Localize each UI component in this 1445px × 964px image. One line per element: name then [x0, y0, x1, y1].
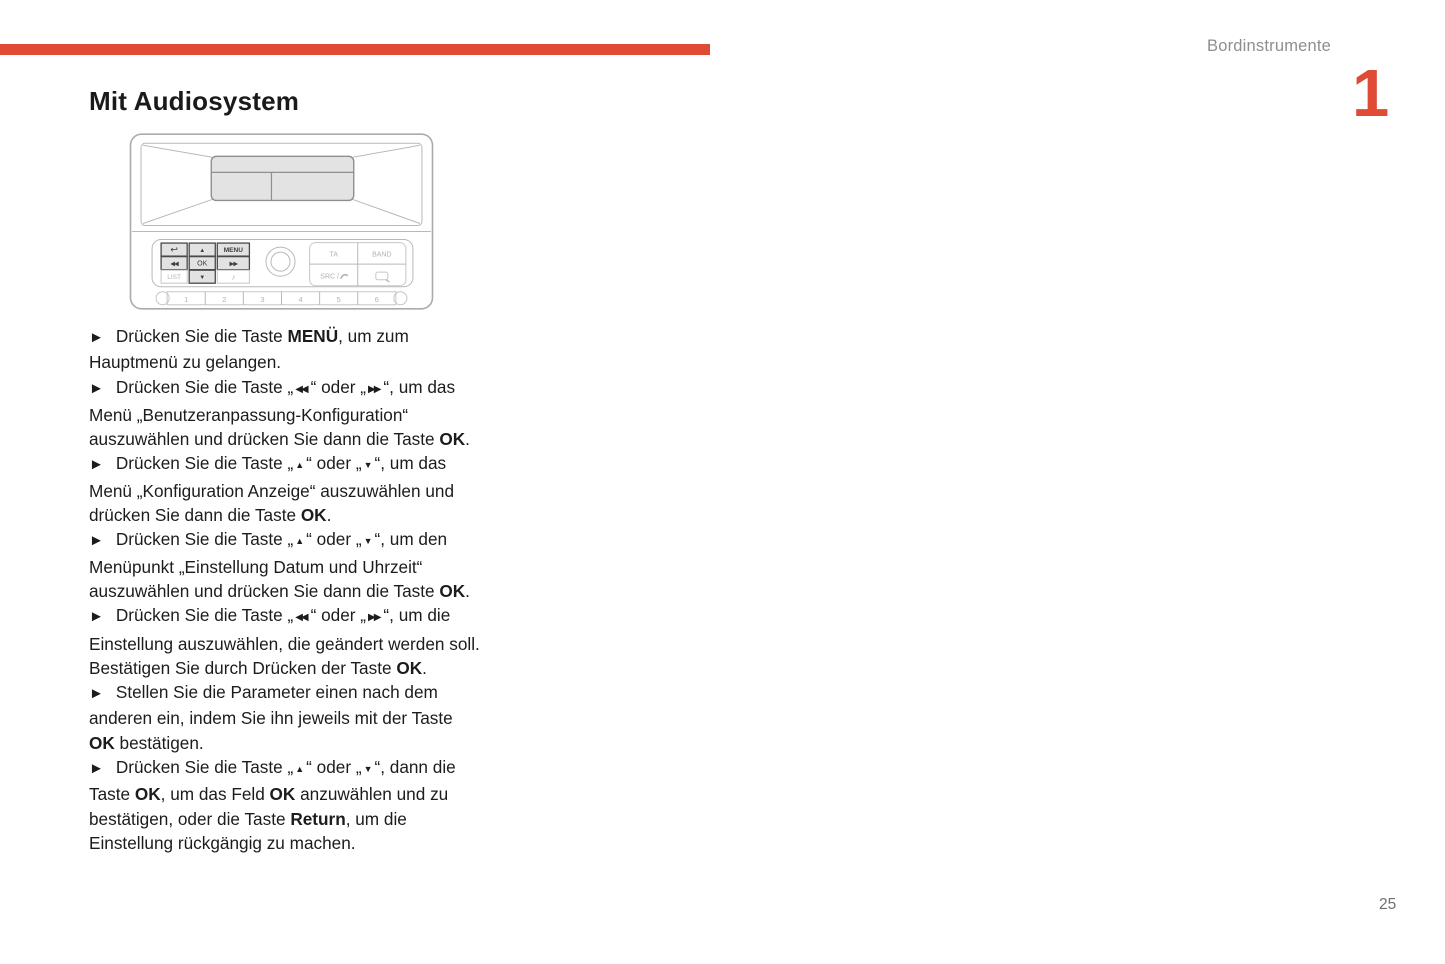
up-key-icon: ▲ — [295, 764, 305, 775]
instruction-step: ► Drücken Sie die Taste MENÜ, um zum Hauptmenü zu gelangen. — [89, 326, 409, 373]
step-bullet-icon: ► — [89, 456, 104, 474]
preset-1: 1 — [184, 294, 189, 304]
rew-key-icon: ◀◀ — [295, 612, 307, 624]
preset-3: 3 — [260, 294, 265, 304]
instruction-step: ► Drücken Sie die Taste „ ▲ “ oder „ ▼ “, um das Menü „Konfiguration Anzeige“ auszuwählen und drücken Sie dann die Taste OK. — [89, 453, 454, 526]
key-name-bold: OK — [300, 505, 327, 526]
page-number: 25 — [1379, 896, 1397, 913]
ok-button-label: OK — [197, 260, 208, 268]
preset-2: 2 — [222, 294, 227, 304]
step-bullet-icon: ► — [89, 608, 104, 626]
step-bullet-icon: ► — [89, 329, 104, 346]
instruction-step: ► Drücken Sie die Taste „ ▲ “ oder „ ▼ “, um den Menüpunkt „Einstellung Datum und Uhrzeit“ auszuwählen und drücken Sie dann die Taste OK. — [89, 529, 470, 601]
key-name-bold: OK — [269, 784, 296, 805]
down-arrow-icon: ▼ — [199, 275, 206, 282]
up-arrow-icon: ▲ — [199, 248, 206, 255]
key-name-bold: OK — [439, 429, 466, 450]
down-key-icon: ▼ — [363, 460, 373, 471]
src-button-label: SRC / — [320, 273, 340, 281]
accent-bar — [0, 44, 710, 55]
preset-6: 6 — [374, 294, 379, 304]
key-name-bold: Return — [290, 808, 346, 829]
chapter-number: 1 — [1352, 56, 1390, 131]
list-button-label: LIST — [167, 274, 182, 282]
step-bullet-icon: ► — [89, 760, 104, 778]
menu-button-label: MENU — [223, 247, 243, 255]
ff-key-icon: ▶▶ — [368, 383, 380, 395]
key-name-bold: OK — [396, 657, 423, 678]
band-button-label: BAND — [372, 251, 392, 259]
down-key-icon: ▼ — [363, 536, 373, 547]
music-note-icon: ♪ — [231, 272, 236, 282]
back-icon: ↩ — [170, 244, 178, 255]
step-bullet-icon: ► — [89, 379, 104, 397]
key-name-bold: MENÜ — [287, 326, 339, 346]
forward-icon: ▶▶ — [229, 261, 238, 268]
key-name-bold: OK — [89, 732, 115, 753]
up-key-icon: ▲ — [295, 536, 305, 547]
preset-5: 5 — [336, 294, 341, 304]
key-name-bold: OK — [439, 580, 466, 601]
instruction-step: ► Drücken Sie die Taste „ ◀◀ “ oder „ ▶▶ “, um das Menü „Benutzeranpassung-Konfiguration“ auszuwählen und drücken Sie dann die Taste OK. — [89, 376, 470, 450]
step-bullet-icon: ► — [89, 532, 104, 550]
rew-key-icon: ◀◀ — [295, 383, 307, 395]
ta-button-label: TA — [329, 251, 338, 259]
key-name-bold: OK — [134, 784, 161, 805]
up-key-icon: ▲ — [295, 460, 305, 471]
step-bullet-icon: ► — [89, 685, 104, 703]
ff-key-icon: ▶▶ — [368, 612, 380, 624]
instruction-list — [89, 324, 483, 855]
instruction-step: ► Drücken Sie die Taste „ ◀◀ “ oder „ ▶▶ “, um die Einstellung auszuwählen, die geändert werden soll. Bestätigen Sie durch Drücken der Taste OK. — [89, 605, 480, 678]
instruction-step: ► Drücken Sie die Taste „ ▲ “ oder „ ▼ “, dann die Taste OK, um das Feld OK anzuwählen und zu bestätigen, oder die Taste Return, um die Einstellung rückgängig zu machen. — [89, 757, 456, 853]
down-key-icon: ▼ — [363, 764, 373, 775]
rewind-icon: ◀◀ — [170, 261, 178, 268]
instruction-step: ► Stellen Sie die Parameter einen nach dem anderen ein, indem Sie ihn jeweils mit der Taste OK bestätigen. — [89, 682, 453, 753]
preset-4: 4 — [298, 294, 303, 304]
audio-system-illustration — [129, 131, 434, 312]
page-title: Mit Audiosystem — [89, 86, 300, 116]
display-screen — [211, 156, 353, 200]
section-header-label: Bordinstrumente — [1207, 37, 1332, 55]
